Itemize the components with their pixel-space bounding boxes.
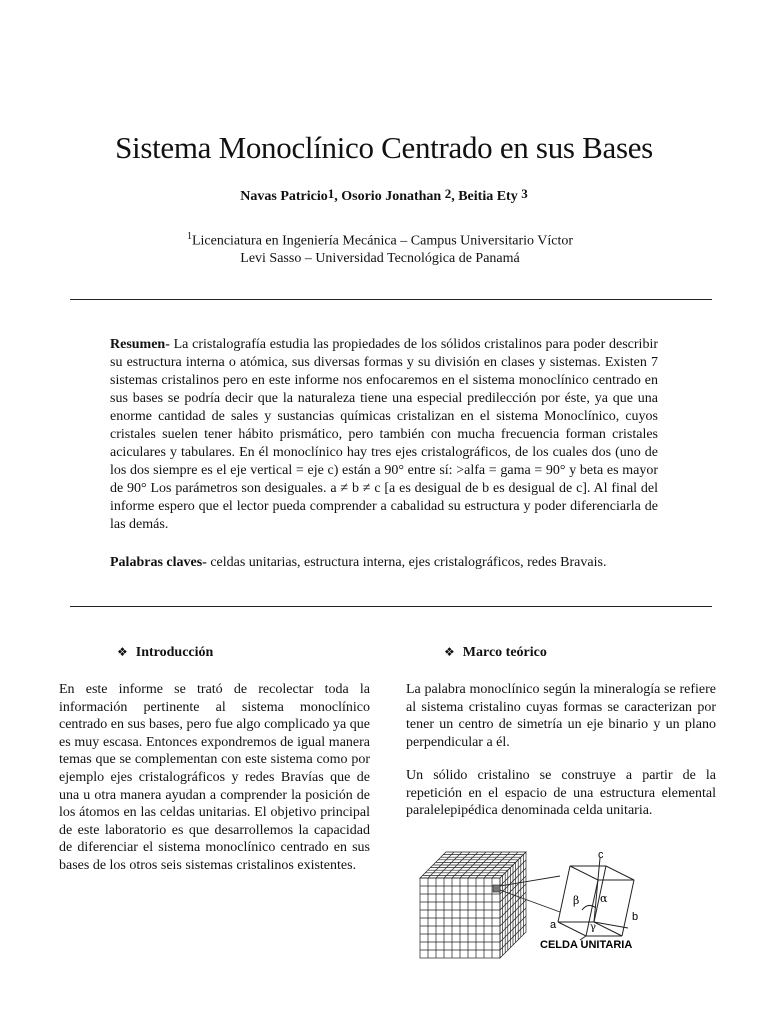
introduction-paragraph: En este informe se trató de recolectar toda la información pertinente al sistema monoclínico centrado en sus bases, pero fue algo complicado ya que es muy escasa. Entonces expondremos de igual manera temas que se complementan con este sistema como por ejemplo ejes cristalográficos y redes Bravías que de una u otra manera ayudan a comprender la posición de los átomos en las celdas unitarias. El objetivo principal de este laboratorio es que desarrollemos la capacidad de diferenciar el sistema monoclínico centrado en sus bases de los otros seis sistemas cristalinos existentes. bbox=[59, 682, 370, 873]
highlighted-cell bbox=[493, 885, 500, 892]
theory-paragraph: La palabra monoclínico según la mineralogía se refiere al sistema cristalino cuyas formas se caracterizan por tener un centro de simetría un eje binario y un plano perpendicular a él. bbox=[406, 682, 716, 750]
unit-cell-parallelepiped bbox=[558, 858, 634, 940]
figure-caption: CELDA UNITARIA bbox=[540, 939, 633, 951]
divider bbox=[70, 299, 712, 300]
axis-b-label: b bbox=[632, 911, 639, 923]
unit-cell-figure bbox=[410, 850, 660, 960]
abstract bbox=[110, 336, 658, 534]
affiliation-marker: 1 bbox=[186, 231, 192, 242]
beta-angle-label: β bbox=[573, 894, 580, 907]
diamond-bullet-icon: ❖ bbox=[117, 645, 128, 659]
affiliation-text: Licenciatura en Ingeniería Mecánica – Campus Universitario Víctor Levi Sasso – Universidad Tecnológica de Panamá bbox=[191, 233, 574, 266]
author-name: Osorio Jonathan bbox=[341, 189, 445, 204]
section-heading-introduccion bbox=[117, 645, 213, 661]
gamma-angle-label: γ bbox=[590, 922, 596, 933]
author-name: Beitia Ety bbox=[458, 189, 522, 204]
affiliation bbox=[180, 228, 580, 267]
author-name: Navas Patricio bbox=[240, 189, 328, 204]
author-list: Navas Patricio$^1$, Osorio Jonathan $^2$, Beitia Ety $^3$ bbox=[240, 186, 528, 204]
section-heading-text: Marco teórico bbox=[462, 645, 547, 660]
axis-c-label: c bbox=[598, 850, 604, 861]
pointer-line bbox=[500, 876, 560, 886]
keywords-text: celdas unitarias, estructura interna, ejes cristalográficos, redes Bravais. bbox=[206, 555, 607, 570]
abstract-label: Resumen- bbox=[110, 337, 170, 352]
abstract-text: La cristalografía estudia las propiedades de los sólidos cristalinos para poder describir su estructura interna o atómica, sus diversas formas y su división en clases y sistemas. Existen 7 sistemas cristalinos pero en este informe nos enfocaremos en el sistema monoclínico centrado en sus bases se podría decir que la naturaleza tiene una especial predilección por éste, ya que una enorme cantidad de sales y sustancias químicas cristalizan en el sistema Monoclínico, cuyos cristales suelen tener hábito prismático, pero también con mucha frecuencia forman cristales aciculares y tabulares. En él monoclínico hay tres ejes cristalográficos, de los cuales dos (uno de los dos siempre es el eje vertical = eje c) están a 90° entre sí: >alfa = gama = 90° y beta es mayor de 90° Los parámetros son desiguales. a ≠ b ≠ c [a es desigual de b es desigual de c]. Al final del informe espero que el lector pueda comprender a cabalidad su estructura y poder diferenciarla de las demás. bbox=[110, 337, 658, 532]
author-affiliation-marker: 3 bbox=[521, 186, 528, 201]
theory-paragraph: Un sólido cristalino se construye a partir de la repetición en el espacio de una estructura elemental paralelepipédica denominada celda unitaria. bbox=[406, 768, 716, 819]
author-affiliation-marker: 1 bbox=[327, 186, 335, 201]
section-heading-text: Introducción bbox=[135, 645, 214, 660]
section-heading-marco-teorico bbox=[444, 645, 547, 661]
author-affiliation-marker: 2 bbox=[444, 186, 452, 201]
axis-a-label: a bbox=[550, 919, 557, 931]
keywords-label: Palabras claves- bbox=[110, 555, 207, 570]
keywords bbox=[110, 554, 658, 572]
paper-title: Sistema Monoclínico Centrado en sus Bases bbox=[115, 130, 653, 165]
diamond-bullet-icon: ❖ bbox=[444, 645, 455, 659]
alpha-angle-label: α bbox=[600, 892, 608, 905]
divider bbox=[70, 606, 712, 607]
crystal-lattice-cube bbox=[420, 852, 526, 958]
